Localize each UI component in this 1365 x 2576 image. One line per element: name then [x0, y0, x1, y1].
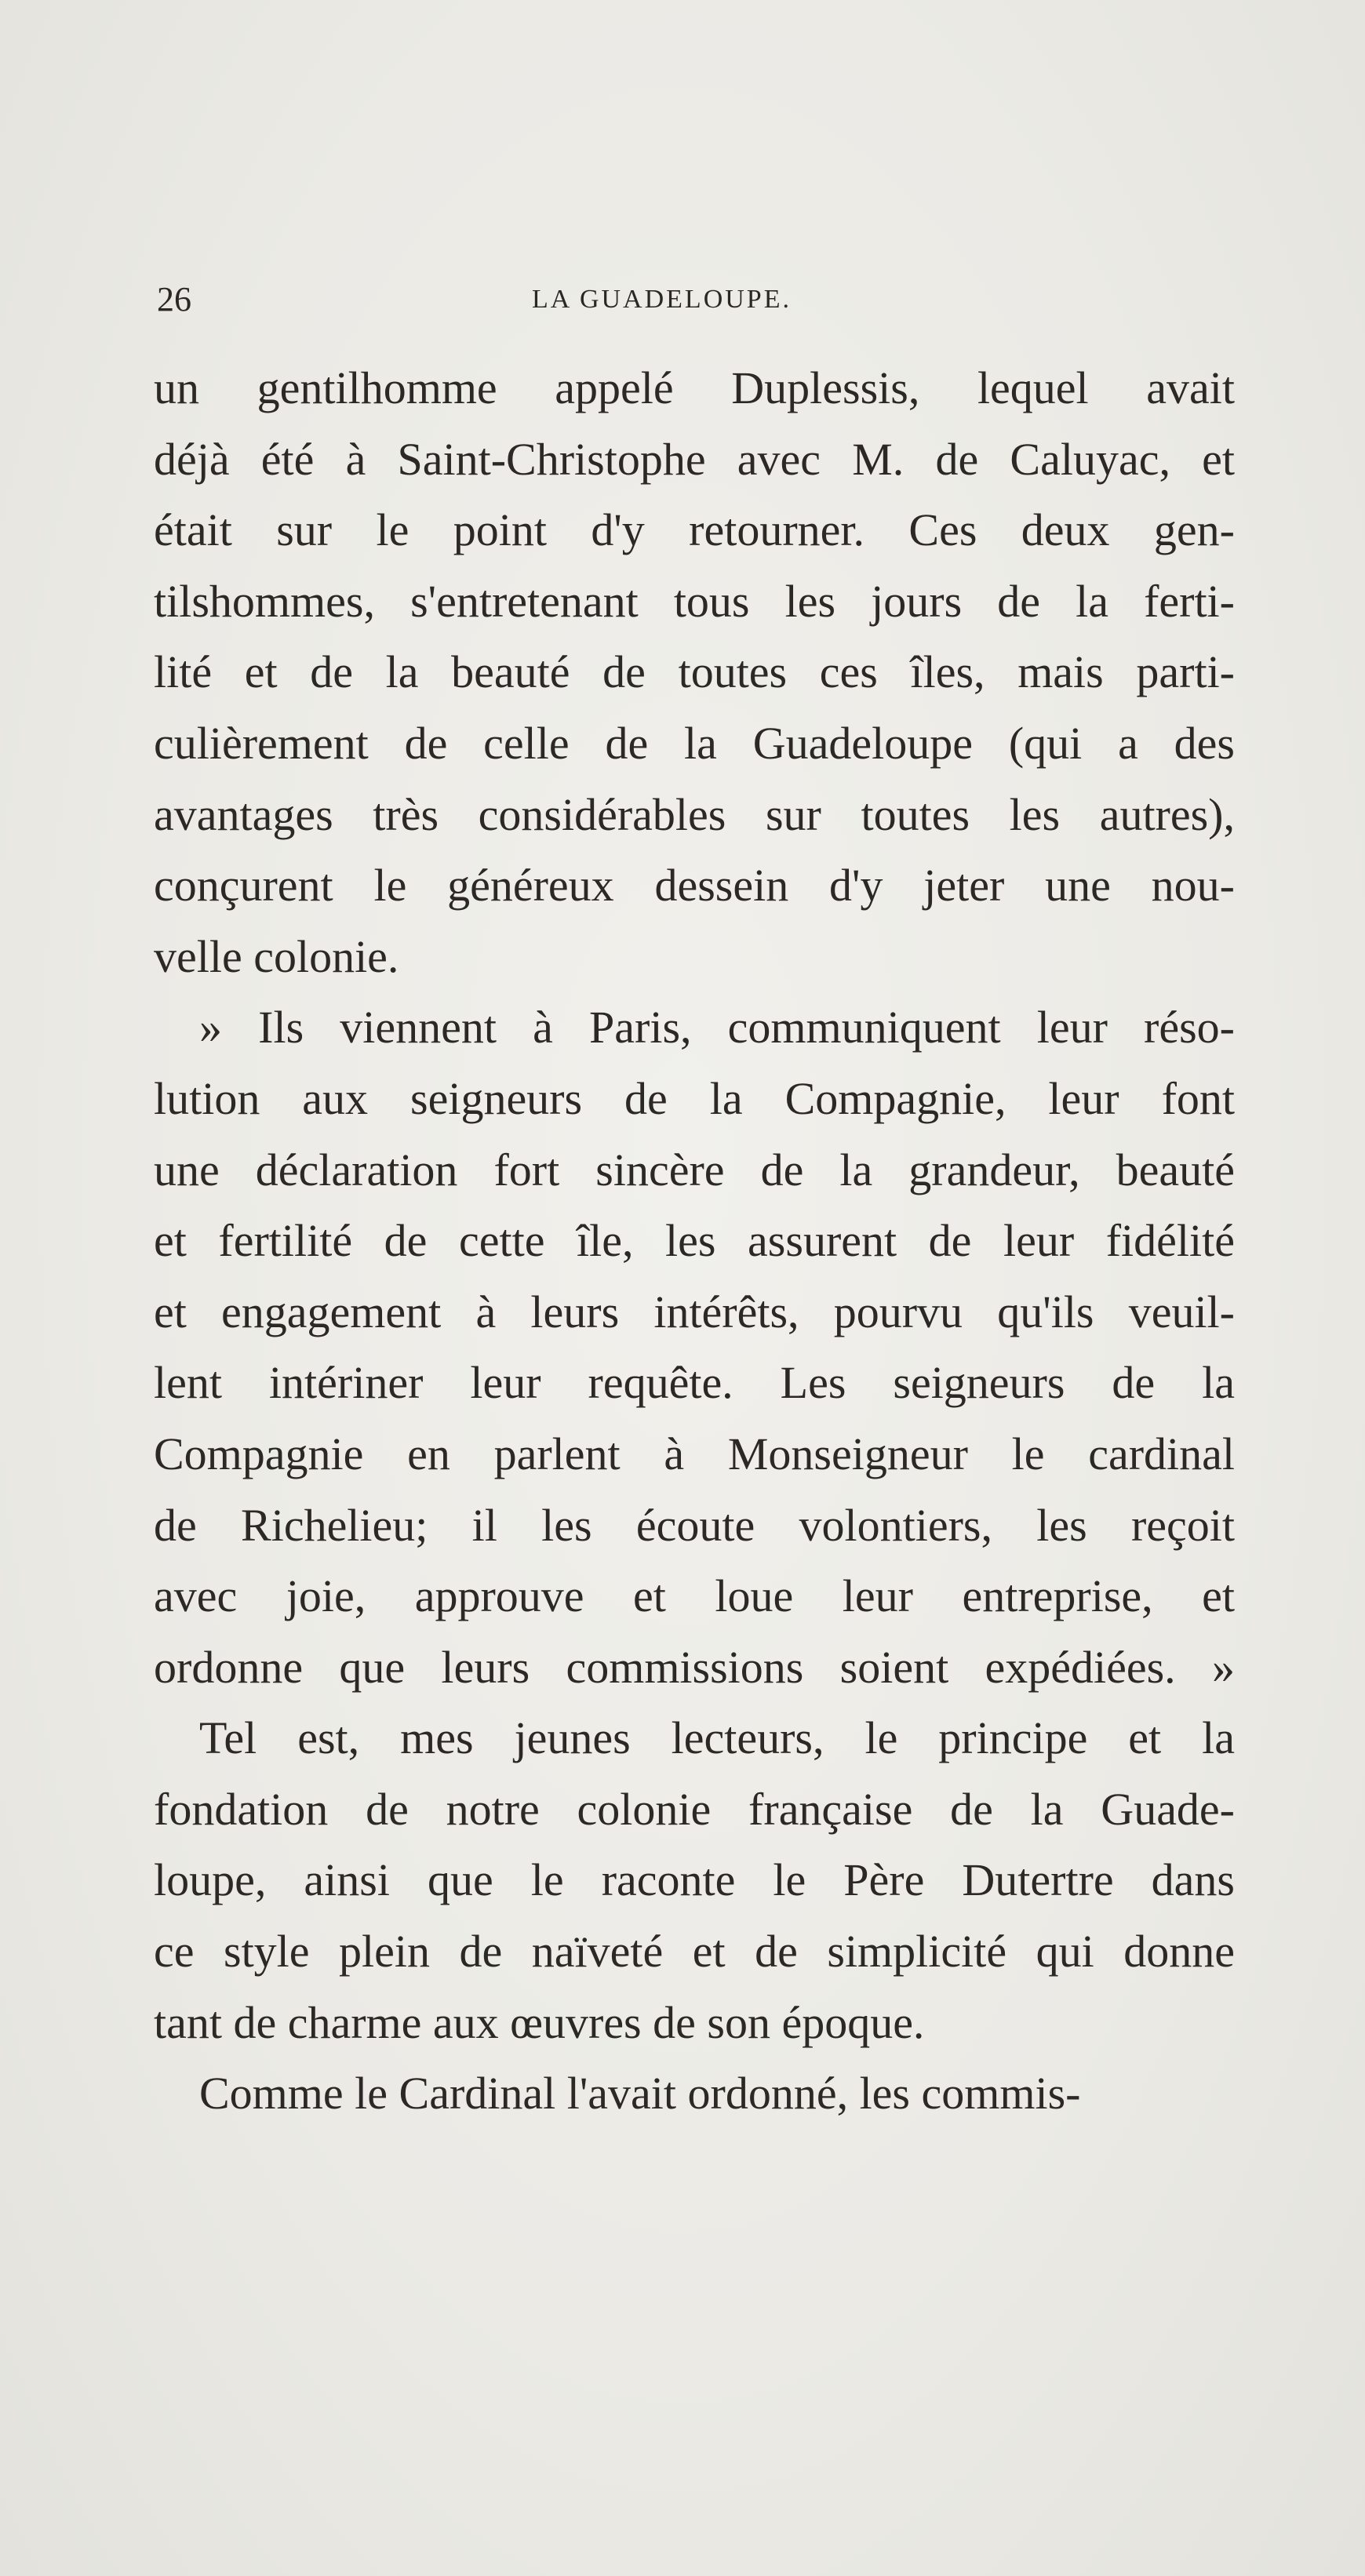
text-line: un gentilhomme appelé Duplessis, lequel avait [154, 362, 1235, 413]
body-text [154, 353, 1235, 2130]
text-line: de Richelieu; il les écoute volontiers, les reçoit [154, 1499, 1235, 1551]
text-line: fondation de notre colonie française de la Guade- [154, 1783, 1235, 1835]
page-number: 26 [157, 280, 191, 318]
text-line: ordonne que leurs commissions soient expédiées. » [154, 1641, 1235, 1693]
text-line: conçurent le généreux dessein d'y jeter une nou- [154, 860, 1235, 911]
paragraph-3 [154, 1703, 1235, 2058]
text-line: déjà été à Saint-Christophe avec M. de Caluyac, et [154, 433, 1235, 485]
text-line: culièrement de celle de la Guadeloupe (qui a des [154, 717, 1235, 769]
text-line: et fertilité de cette île, les assurent de leur fidélité [154, 1215, 1235, 1267]
text-line: Comme le Cardinal l'avait ordonné, les commis- [199, 2068, 1081, 2119]
paragraph-1 [154, 353, 1235, 992]
text-line: Tel est, mes jeunes lecteurs, le principe et la [199, 1712, 1235, 1764]
text-line: avantages très considérables sur toutes les autres), [154, 788, 1235, 840]
text-line: loupe, ainsi que le raconte le Père Dutertre dans [154, 1854, 1235, 1906]
text-line: Compagnie en parlent à Monseigneur le cardinal [154, 1428, 1235, 1479]
text-line: et engagement à leurs intérêts, pourvu qu'ils veuil- [154, 1286, 1235, 1337]
text-line: tant de charme aux œuvres de son époque. [154, 1996, 925, 2048]
text-line: » Ils viennent à Paris, communiquent leur réso- [199, 1002, 1235, 1053]
text-line: velle colonie. [154, 930, 399, 982]
text-line: ce style plein de naïveté et de simplicité qui donne [154, 1926, 1235, 1977]
text-line: lent intériner leur requête. Les seigneurs de la [154, 1357, 1235, 1409]
paragraph-2 [154, 992, 1235, 1703]
text-line: lité et de la beauté de toutes ces îles, mais parti- [154, 646, 1235, 698]
text-line: une déclaration fort sincère de la grandeur, beauté [154, 1144, 1235, 1195]
page-header [157, 276, 1239, 323]
paragraph-4 [154, 2058, 1235, 2130]
text-line: tilshommes, s'entretenant tous les jours de la ferti- [154, 575, 1235, 627]
running-title: LA GUADELOUPE. [532, 285, 792, 314]
text-line: lution aux seigneurs de la Compagnie, leur font [154, 1072, 1235, 1124]
text-line: était sur le point d'y retourner. Ces deux gen- [154, 504, 1235, 556]
text-line: avec joie, approuve et loue leur entreprise, et [154, 1570, 1235, 1622]
